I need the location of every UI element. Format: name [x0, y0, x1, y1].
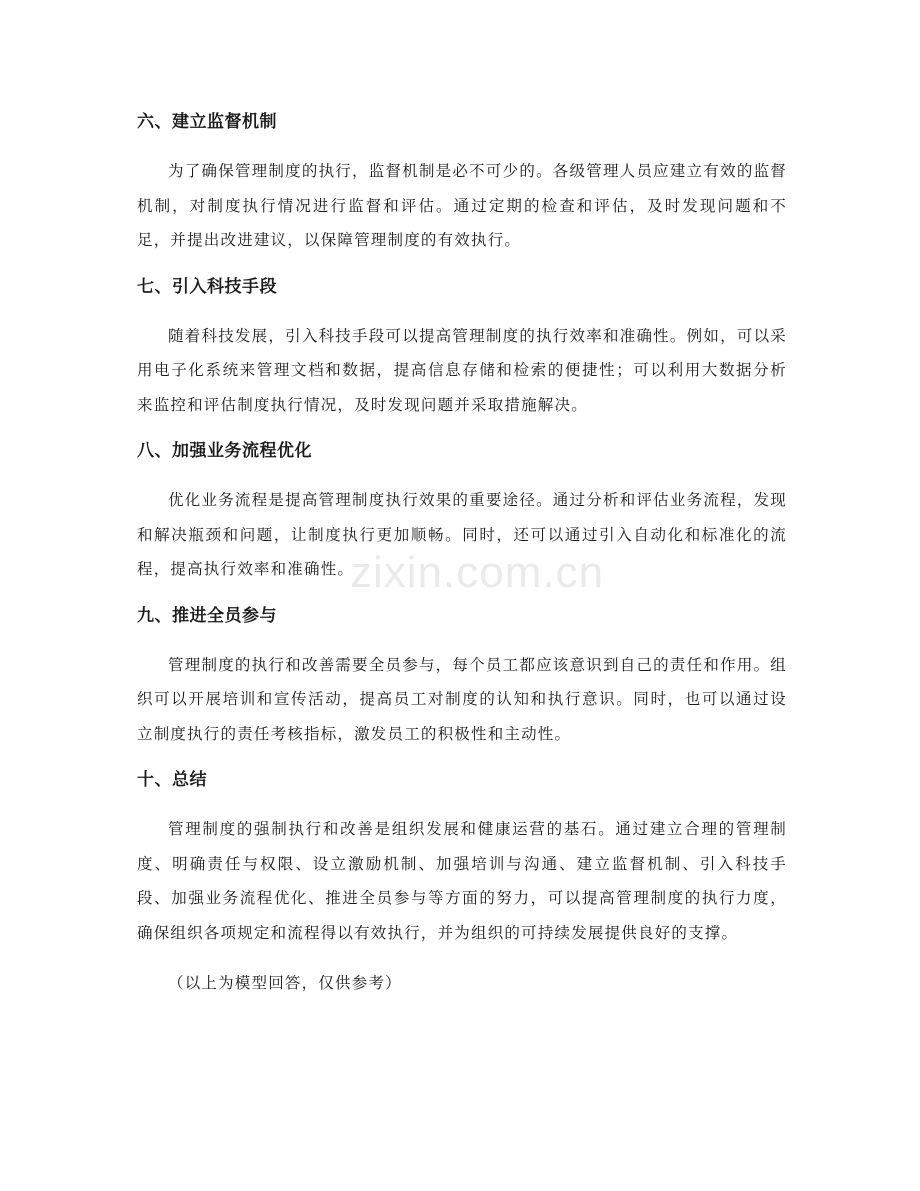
section-heading-6: 六、建立监督机制	[137, 112, 277, 132]
watermark: zixin.com.cn	[350, 548, 605, 597]
section-paragraph-9: 管理制度的执行和改善需要全员参与，每个员工都应该意识到自己的责任和作用。组织可以开展培训和宣传活动，提高员工对制度的认知和执行意识。同时，也可以通过设立制度执行的责任考核指标，激发员工的积极性和主动性。	[137, 655, 787, 743]
section-heading-9: 九、推进全员参与	[137, 605, 277, 626]
section-heading-10: 十、总结	[137, 770, 207, 790]
section-paragraph-10: 管理制度的强制执行和改善是组织发展和健康运营的基石。通过建立合理的管理制度、明确责任与权限、设立激励机制、加强培训与沟通、建立监督机制、引入科技手段、加强业务流程优化、推进全员参与等方面的努力，可以提高管理制度的执行力度，确保组织各项规定和流程得以有效执行，并为组织的可持续发展提供良好的支撑。	[137, 820, 787, 942]
section-heading-7: 七、引入科技手段	[137, 276, 277, 297]
disclaimer-note: （以上为模型回答，仅供参考）	[168, 974, 402, 992]
document-body	[137, 108, 787, 1001]
section-heading-8: 八、加强业务流程优化	[137, 441, 312, 461]
section-paragraph-8: 优化业务流程是提高管理制度执行效果的重要途径。通过分析和评估业务流程，发现和解决瓶颈和问题，让制度执行更加顺畅。同时，还可以通过引入自动化和标准化的流程，提高执行效率和准确性。	[137, 491, 787, 578]
section-paragraph-7: 随着科技发展，引入科技手段可以提高管理制度的执行效率和准确性。例如，可以采用电子化系统来管理文档和数据，提高信息存储和检索的便捷性；可以利用大数据分析来监控和评估制度执行情况，及时发现问题并采取措施解决。	[137, 326, 787, 414]
section-paragraph-6: 为了确保管理制度的执行，监督机制是必不可少的。各级管理人员应建立有效的监督机制，对制度执行情况进行监督和评估。通过定期的检查和评估，及时发现问题和不足，并提出改进建议，以保障管理制度的有效执行。	[137, 162, 787, 249]
